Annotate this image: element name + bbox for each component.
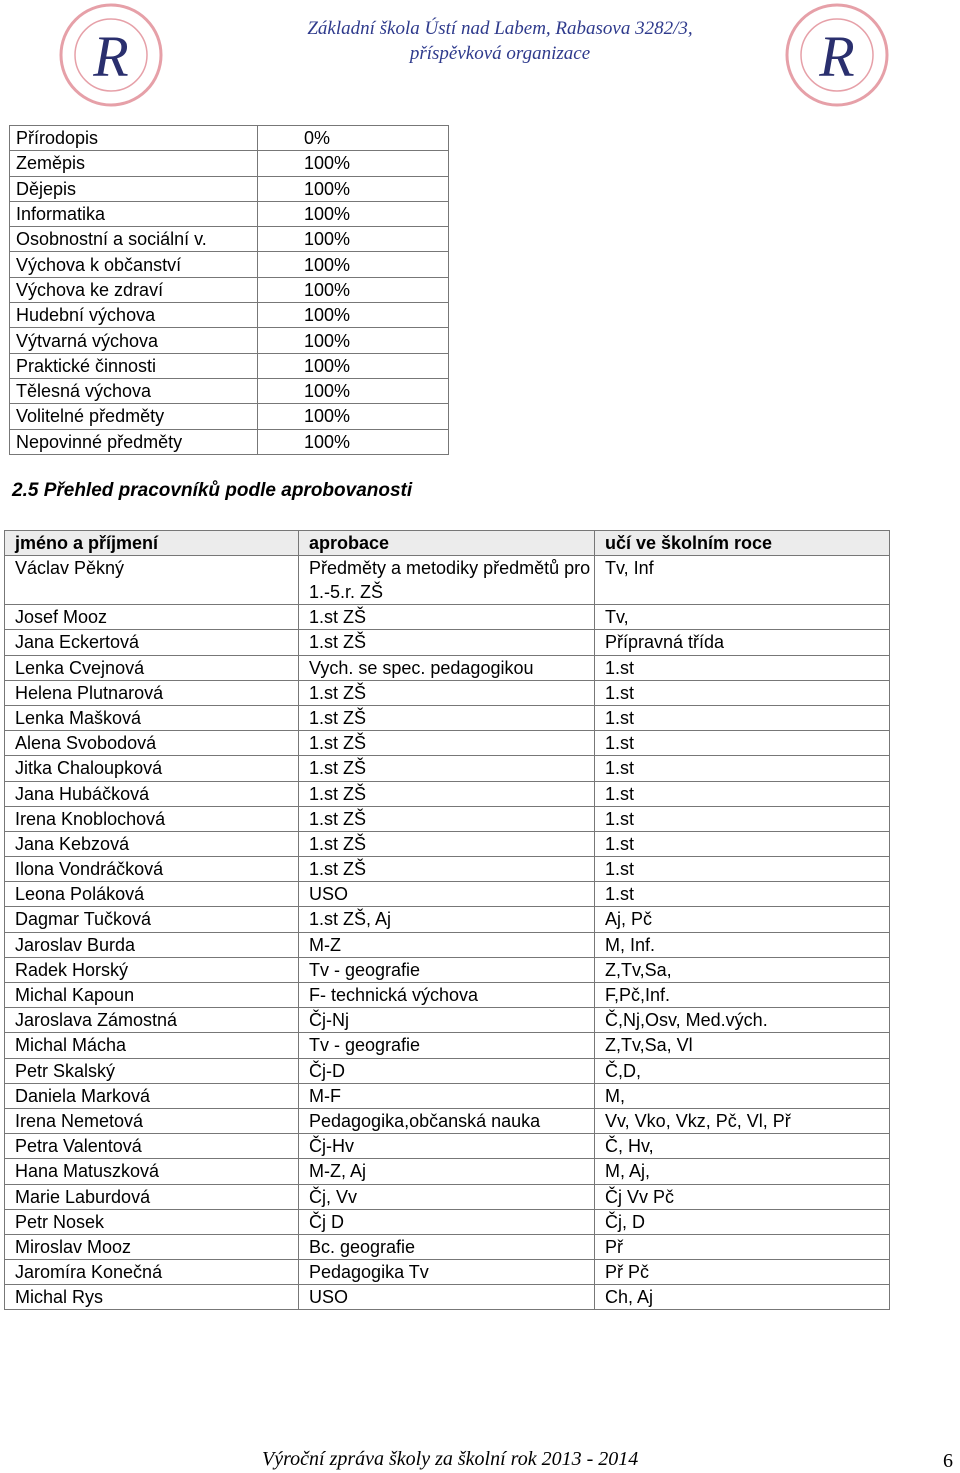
subject-value: 100% xyxy=(258,353,449,378)
subject-name: Osobnostní a sociální v. xyxy=(10,227,258,252)
staff-approbation: 1.st ZŠ xyxy=(299,781,595,806)
staff-row xyxy=(5,705,890,730)
staff-row xyxy=(5,831,890,856)
staff-name: Leona Poláková xyxy=(5,882,299,907)
staff-row xyxy=(5,605,890,630)
staff-approbation: 1.st ZŠ xyxy=(299,705,595,730)
staff-name: Radek Horský xyxy=(5,957,299,982)
staff-teaches: M, xyxy=(595,1083,890,1108)
subject-row xyxy=(10,176,449,201)
subject-name: Volitelné předměty xyxy=(10,404,258,429)
staff-approbation: Tv - geografie xyxy=(299,1033,595,1058)
staff-approbation: 1.st ZŠ xyxy=(299,806,595,831)
staff-approbation: 1.st ZŠ xyxy=(299,680,595,705)
staff-row xyxy=(5,1285,890,1310)
staff-row xyxy=(5,1184,890,1209)
staff-teaches: 1.st xyxy=(595,705,890,730)
staff-approbation: 1.st ZŠ xyxy=(299,605,595,630)
staff-row xyxy=(5,1134,890,1159)
staff-row xyxy=(5,1033,890,1058)
staff-name: Jaroslava Zámostná xyxy=(5,1008,299,1033)
school-logo-right xyxy=(784,2,890,108)
staff-teaches: 1.st xyxy=(595,857,890,882)
staff-teaches: Z,Tv,Sa, xyxy=(595,957,890,982)
staff-row xyxy=(5,1234,890,1259)
staff-approbation: USO xyxy=(299,1285,595,1310)
staff-name: Helena Plutnarová xyxy=(5,680,299,705)
header-line-2: příspěvková organizace xyxy=(409,43,591,64)
logo-letter: R xyxy=(93,24,129,89)
staff-row xyxy=(5,1260,890,1285)
staff-approbation: M-Z xyxy=(299,932,595,957)
staff-approbation: Tv - geografie xyxy=(299,957,595,982)
school-logo-icon xyxy=(784,2,890,108)
staff-name: Alena Svobodová xyxy=(5,731,299,756)
staff-row xyxy=(5,655,890,680)
subject-name: Výtvarná výchova xyxy=(10,328,258,353)
staff-row xyxy=(5,731,890,756)
subject-value: 100% xyxy=(258,151,449,176)
staff-table-header xyxy=(5,531,890,556)
subject-row xyxy=(10,277,449,302)
staff-approbation: Vych. se spec. pedagogikou xyxy=(299,655,595,680)
staff-name: Jana Eckertová xyxy=(5,630,299,655)
page-number: 6 xyxy=(943,1450,953,1472)
staff-teaches: 1.st xyxy=(595,882,890,907)
subject-row xyxy=(10,126,449,151)
subject-value: 100% xyxy=(258,378,449,403)
staff-teaches: 1.st xyxy=(595,806,890,831)
staff-name: Petr Skalský xyxy=(5,1058,299,1083)
subject-value: 0% xyxy=(258,126,449,151)
staff-name: Hana Matuszková xyxy=(5,1159,299,1184)
staff-row xyxy=(5,907,890,932)
staff-name: Petra Valentová xyxy=(5,1134,299,1159)
subject-row xyxy=(10,328,449,353)
staff-row xyxy=(5,1159,890,1184)
footer-text: Výroční zpráva školy za školní rok 2013 - 2014 xyxy=(262,1448,639,1470)
subject-name: Informatika xyxy=(10,201,258,226)
header-teaches: učí ve školním roce xyxy=(595,531,890,556)
staff-approbation: 1.st ZŠ, Aj xyxy=(299,907,595,932)
staff-approbation: 1.st ZŠ xyxy=(299,831,595,856)
subject-value: 100% xyxy=(258,277,449,302)
subject-name: Dějepis xyxy=(10,176,258,201)
staff-name: Michal Rys xyxy=(5,1285,299,1310)
staff-approbation: Bc. geografie xyxy=(299,1234,595,1259)
staff-name: Lenka Cvejnová xyxy=(5,655,299,680)
staff-approbation: Čj, Vv xyxy=(299,1184,595,1209)
staff-teaches: 1.st xyxy=(595,731,890,756)
subject-row xyxy=(10,201,449,226)
staff-row xyxy=(5,630,890,655)
subject-name: Tělesná výchova xyxy=(10,378,258,403)
staff-name: Ilona Vondráčková xyxy=(5,857,299,882)
staff-name: Marie Laburdová xyxy=(5,1184,299,1209)
staff-teaches: Tv, xyxy=(595,605,890,630)
subject-row xyxy=(10,151,449,176)
subject-row xyxy=(10,404,449,429)
staff-row xyxy=(5,806,890,831)
staff-table xyxy=(4,530,890,1310)
subject-value: 100% xyxy=(258,252,449,277)
subject-name: Zeměpis xyxy=(10,151,258,176)
staff-teaches: F,Pč,Inf. xyxy=(595,983,890,1008)
staff-name: Michal Kapoun xyxy=(5,983,299,1008)
staff-name: Daniela Marková xyxy=(5,1083,299,1108)
subject-row xyxy=(10,227,449,252)
staff-approbation: Čj-D xyxy=(299,1058,595,1083)
subject-value: 100% xyxy=(258,404,449,429)
school-logo-icon xyxy=(58,2,164,108)
subject-name: Přírodopis xyxy=(10,126,258,151)
subject-row xyxy=(10,252,449,277)
staff-row xyxy=(5,957,890,982)
staff-row xyxy=(5,1083,890,1108)
staff-teaches: Př xyxy=(595,1234,890,1259)
staff-name: Miroslav Mooz xyxy=(5,1234,299,1259)
staff-teaches: Aj, Pč xyxy=(595,907,890,932)
staff-teaches: Tv, Inf xyxy=(595,556,890,605)
staff-name: Irena Nemetová xyxy=(5,1108,299,1133)
staff-row xyxy=(5,983,890,1008)
subject-row xyxy=(10,429,449,454)
staff-row xyxy=(5,1108,890,1133)
staff-name: Irena Knoblochová xyxy=(5,806,299,831)
staff-teaches: 1.st xyxy=(595,831,890,856)
header-approbation: aprobace xyxy=(299,531,595,556)
staff-row xyxy=(5,781,890,806)
subject-name: Praktické činnosti xyxy=(10,353,258,378)
staff-teaches: Z,Tv,Sa, Vl xyxy=(595,1033,890,1058)
subjects-table xyxy=(9,125,449,455)
staff-row xyxy=(5,680,890,705)
subject-value: 100% xyxy=(258,201,449,226)
staff-approbation: 1.st ZŠ xyxy=(299,756,595,781)
staff-approbation: USO xyxy=(299,882,595,907)
staff-name: Jana Kebzová xyxy=(5,831,299,856)
section-title: 2.5 Přehled pracovníků podle aprobovanosti xyxy=(12,480,413,501)
staff-approbation: M-Z, Aj xyxy=(299,1159,595,1184)
staff-row xyxy=(5,1058,890,1083)
subject-name: Nepovinné předměty xyxy=(10,429,258,454)
staff-approbation: M-F xyxy=(299,1083,595,1108)
staff-teaches: Přípravná třída xyxy=(595,630,890,655)
staff-name: Jitka Chaloupková xyxy=(5,756,299,781)
staff-teaches: Vv, Vko, Vkz, Pč, Vl, Př xyxy=(595,1108,890,1133)
subject-row xyxy=(10,303,449,328)
subject-name: Výchova ke zdraví xyxy=(10,277,258,302)
staff-name: Dagmar Tučková xyxy=(5,907,299,932)
staff-approbation: Pedagogika,občanská nauka xyxy=(299,1108,595,1133)
staff-approbation: Čj D xyxy=(299,1209,595,1234)
staff-name: Michal Mácha xyxy=(5,1033,299,1058)
logo-letter: R xyxy=(819,24,855,89)
header-name: jméno a příjmení xyxy=(5,531,299,556)
subject-value: 100% xyxy=(258,176,449,201)
staff-row xyxy=(5,932,890,957)
staff-row xyxy=(5,857,890,882)
staff-approbation: Čj-Hv xyxy=(299,1134,595,1159)
staff-teaches: Č,D, xyxy=(595,1058,890,1083)
staff-teaches: M, Aj, xyxy=(595,1159,890,1184)
subject-row xyxy=(10,353,449,378)
staff-row xyxy=(5,556,890,605)
staff-teaches: 1.st xyxy=(595,781,890,806)
subject-value: 100% xyxy=(258,303,449,328)
staff-teaches: Ch, Aj xyxy=(595,1285,890,1310)
staff-teaches: M, Inf. xyxy=(595,932,890,957)
staff-teaches: 1.st xyxy=(595,756,890,781)
subject-name: Výchova k občanství xyxy=(10,252,258,277)
subject-name: Hudební výchova xyxy=(10,303,258,328)
staff-approbation: Čj-Nj xyxy=(299,1008,595,1033)
staff-teaches: 1.st xyxy=(595,655,890,680)
staff-teaches: Př Pč xyxy=(595,1260,890,1285)
subject-value: 100% xyxy=(258,227,449,252)
subject-row xyxy=(10,378,449,403)
staff-name: Lenka Mašková xyxy=(5,705,299,730)
staff-name: Petr Nosek xyxy=(5,1209,299,1234)
staff-teaches: Čj, D xyxy=(595,1209,890,1234)
staff-row xyxy=(5,1209,890,1234)
staff-teaches: Č,Nj,Osv, Med.vých. xyxy=(595,1008,890,1033)
staff-approbation: Předměty a metodiky předmětů pro 1.-5.r. ZŠ xyxy=(299,556,595,605)
staff-row xyxy=(5,882,890,907)
staff-approbation: 1.st ZŠ xyxy=(299,731,595,756)
staff-name: Václav Pěkný xyxy=(5,556,299,605)
staff-name: Josef Mooz xyxy=(5,605,299,630)
school-logo-left xyxy=(58,2,164,108)
staff-row xyxy=(5,756,890,781)
staff-name: Jaromíra Konečná xyxy=(5,1260,299,1285)
subject-value: 100% xyxy=(258,429,449,454)
page-header xyxy=(240,16,760,66)
staff-approbation: 1.st ZŠ xyxy=(299,857,595,882)
staff-teaches: Čj Vv Pč xyxy=(595,1184,890,1209)
staff-teaches: 1.st xyxy=(595,680,890,705)
header-line-1: Základní škola Ústí nad Labem, Rabasova 3282/3, xyxy=(307,18,693,39)
staff-approbation: 1.st ZŠ xyxy=(299,630,595,655)
staff-name: Jaroslav Burda xyxy=(5,932,299,957)
staff-teaches: Č, Hv, xyxy=(595,1134,890,1159)
staff-row xyxy=(5,1008,890,1033)
subject-value: 100% xyxy=(258,328,449,353)
staff-approbation: Pedagogika Tv xyxy=(299,1260,595,1285)
staff-name: Jana Hubáčková xyxy=(5,781,299,806)
staff-approbation: F- technická výchova xyxy=(299,983,595,1008)
